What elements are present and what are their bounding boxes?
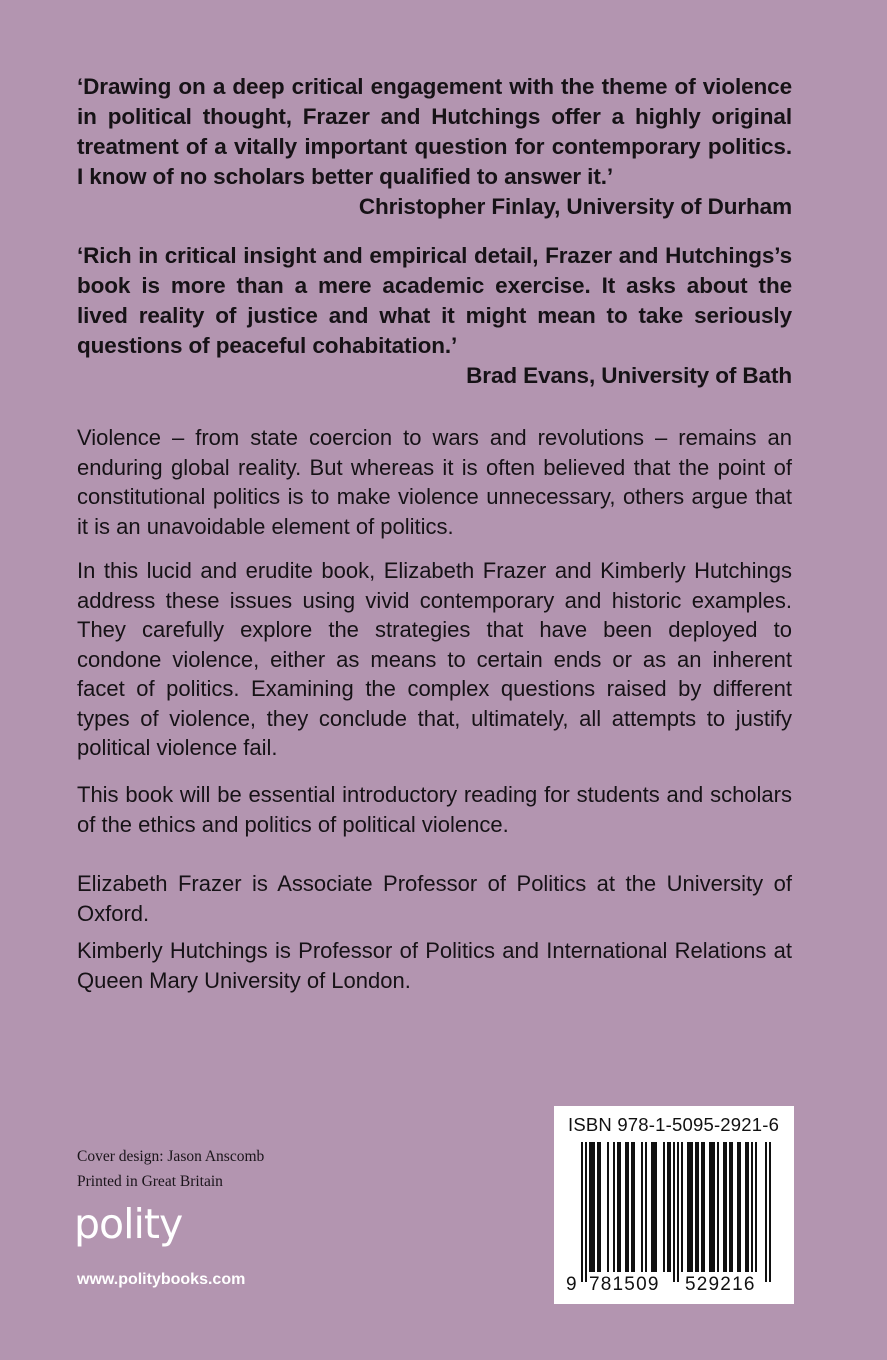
author-bio-hutchings bbox=[77, 936, 792, 995]
barcode-bar bbox=[599, 1142, 601, 1272]
barcode-first-digit: 9 bbox=[566, 1274, 578, 1295]
barcode-right-digits: 529216 bbox=[685, 1274, 756, 1295]
isbn-label: ISBN 978-1-5095-2921-6 bbox=[568, 1114, 780, 1135]
barcode-bar bbox=[607, 1142, 609, 1272]
barcode-bar bbox=[755, 1142, 757, 1272]
barcode-bar bbox=[597, 1142, 599, 1272]
barcode-bar bbox=[691, 1142, 693, 1272]
barcode-bar bbox=[689, 1142, 691, 1272]
barcode-bar bbox=[681, 1142, 683, 1272]
cover-design-credit: Cover design: Jason Anscomb bbox=[77, 1148, 265, 1165]
barcode-bar bbox=[667, 1142, 669, 1272]
barcode-bar bbox=[729, 1142, 731, 1272]
barcode-guard-bar bbox=[585, 1142, 587, 1282]
barcode-bar bbox=[669, 1142, 671, 1272]
barcode-bar bbox=[737, 1142, 739, 1272]
barcode-bar bbox=[711, 1142, 713, 1272]
barcode-bar bbox=[613, 1142, 615, 1272]
barcode-bar bbox=[655, 1142, 657, 1272]
description-paragraph-2 bbox=[77, 556, 792, 763]
quote-text: ‘Drawing on a deep critical engagement with the theme of violence in political thought, Frazer and Hutchings offer a highly original treatment of a vitally important question for contemporary politics. I know of no scholars better qualified to answer it.’ bbox=[77, 74, 792, 189]
barcode-bar bbox=[663, 1142, 665, 1272]
barcode-guard-bar bbox=[673, 1142, 675, 1282]
isbn-barcode bbox=[554, 1106, 794, 1304]
polity-logo: polity bbox=[74, 1200, 183, 1248]
barcode-guard-bar bbox=[581, 1142, 583, 1282]
barcode-bar bbox=[619, 1142, 621, 1272]
barcode-guard-bar bbox=[765, 1142, 767, 1282]
barcode-bar bbox=[645, 1142, 647, 1272]
barcode-bar bbox=[701, 1142, 703, 1272]
barcode-bar bbox=[653, 1142, 655, 1272]
printed-in-credit: Printed in Great Britain bbox=[77, 1173, 223, 1190]
description-paragraph-1 bbox=[77, 423, 792, 541]
barcode-bar bbox=[625, 1142, 627, 1272]
endorsement-quote-evans bbox=[77, 241, 792, 391]
paragraph-text: Violence – from state coercion to wars and revolutions – remains an enduring global reality. But whereas it is often believed that the point of constitutional politics is to make violence unnecessary, others argue that it is an unavoidable element of politics. bbox=[77, 425, 792, 539]
quote-attribution: Christopher Finlay, University of Durham bbox=[358, 194, 792, 219]
barcode-guard-bar bbox=[677, 1142, 679, 1282]
barcode-bar bbox=[703, 1142, 705, 1272]
barcode-bar bbox=[593, 1142, 595, 1272]
bio-text: Kimberly Hutchings is Professor of Politics and International Relations at Queen Mary University of London. bbox=[77, 938, 792, 993]
publisher-website: www.politybooks.com bbox=[77, 1271, 246, 1288]
paragraph-text: In this lucid and erudite book, Elizabeth Frazer and Kimberly Hutchings address these issues using vivid contemporary and historic examples. They carefully explore the strategies that have been deployed to condone violence, either as means to certain ends or as an inherent facet of politics. Examining the complex questions raised by different types of violence, they conclude that, ultimately, all attempts to justify political violence fail. bbox=[77, 558, 792, 760]
barcode-bar bbox=[591, 1142, 593, 1272]
paragraph-text: This book will be essential introductory reading for students and scholars of the ethics and politics of political violence. bbox=[77, 782, 792, 837]
barcode-bar bbox=[751, 1142, 753, 1272]
bio-text: Elizabeth Frazer is Associate Professor of Politics at the University of Oxford. bbox=[77, 871, 792, 926]
quote-attribution: Brad Evans, University of Bath bbox=[466, 363, 792, 388]
barcode-bar bbox=[687, 1142, 689, 1272]
barcode-bar bbox=[633, 1142, 635, 1272]
barcode-bar bbox=[651, 1142, 653, 1272]
author-bio-frazer bbox=[77, 869, 792, 928]
barcode-bar bbox=[717, 1142, 719, 1272]
quote-text: ‘Rich in critical insight and empirical detail, Frazer and Hutchings’s book is more than a mere academic exercise. It asks about the lived reality of justice and what it might mean to take seriously questions of peaceful cohabitation.’ bbox=[77, 243, 792, 358]
barcode-bar bbox=[617, 1142, 619, 1272]
barcode-guard-bar bbox=[769, 1142, 771, 1282]
barcode-bar bbox=[739, 1142, 741, 1272]
barcode-bar bbox=[641, 1142, 643, 1272]
barcode-bar bbox=[589, 1142, 591, 1272]
barcode-bar bbox=[631, 1142, 633, 1272]
barcode-bar bbox=[731, 1142, 733, 1272]
barcode-left-digits: 781509 bbox=[589, 1274, 660, 1295]
barcode-bar bbox=[709, 1142, 711, 1272]
barcode-bar bbox=[747, 1142, 749, 1272]
barcode-bar bbox=[697, 1142, 699, 1272]
endorsement-quote-finlay bbox=[77, 72, 792, 222]
barcode-bar bbox=[695, 1142, 697, 1272]
barcode-bar bbox=[723, 1142, 725, 1272]
barcode-bar bbox=[627, 1142, 629, 1272]
credits-block bbox=[77, 1144, 264, 1194]
barcode-bar bbox=[713, 1142, 715, 1272]
description-paragraph-3 bbox=[77, 780, 792, 839]
barcode-bar bbox=[745, 1142, 747, 1272]
barcode-bar bbox=[725, 1142, 727, 1272]
